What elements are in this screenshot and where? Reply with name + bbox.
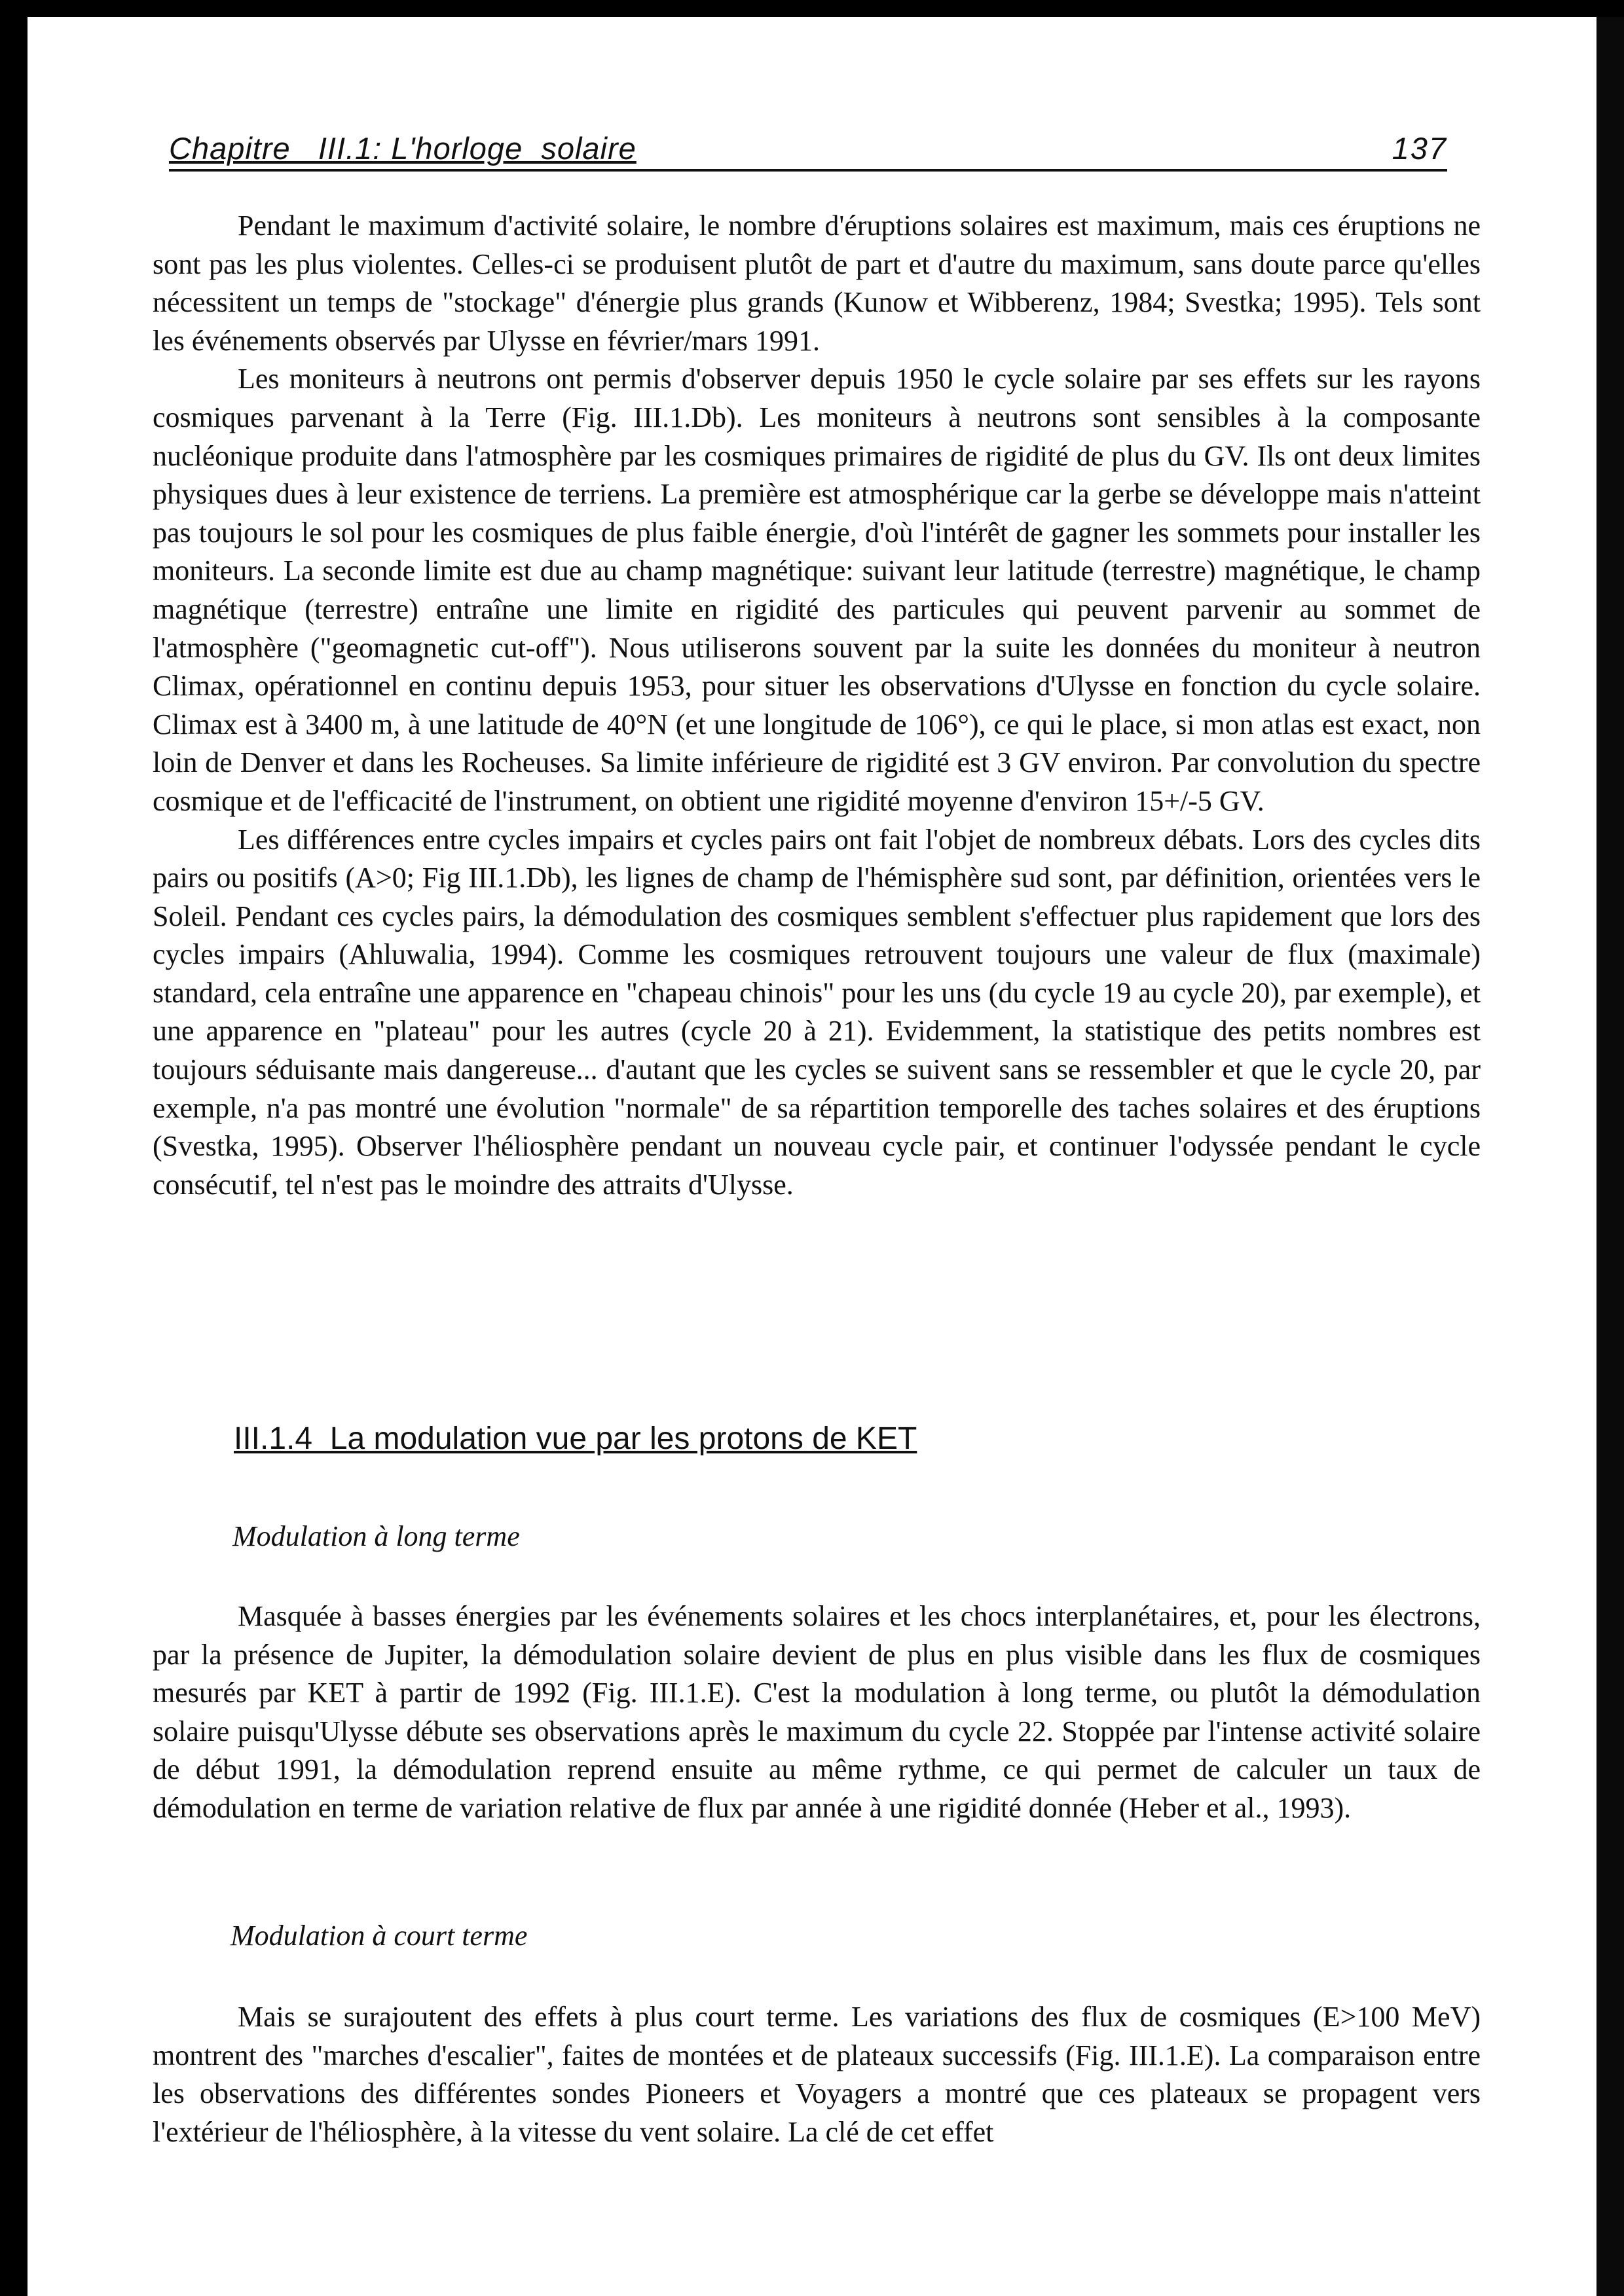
running-header <box>169 128 1447 172</box>
page-edge-shadow <box>1596 17 1624 2296</box>
body-text <box>153 207 1481 1204</box>
paragraph-odd-even-cycles: Les différences entre cycles impairs et cycles pairs ont fait l'objet de nombreux débats. Lors des cycles dits pairs ou positifs (A>0; Fig III.1.Db), les lignes de champ de l'hémisphère sud sont, par définition, orientées vers le Soleil. Pendant ces cycles pairs, la démodulation des cosmiques semblent s'effectuer plus rapidement que lors des cycles impairs (Ahluwalia, 1994). Comme les cosmiques retrouvent toujours une valeur de flux (maximale) standard, cela entraîne une apparence en "chapeau chinois" pour les uns (du cycle 19 au cycle 20), par exemple), et une apparence en "plateau" pour les autres (cycle 20 à 21). Evidemment, la statistique des petits nombres est toujours séduisante mais dangereuse... d'autant que les cycles se suivent sans se ressembler et que le cycle 20, par exemple, n'a pas montré une évolution "normale" de sa répartition temporelle des taches solaires et des éruptions (Svestka, 1995). Observer l'héliosphère pendant un nouveau cycle pair, et continuer l'odyssée pendant le cycle consécutif, tel n'est pas le moindre des attraits d'Ulysse. <box>153 823 1481 1201</box>
chapter-title: Chapitre III.1: L'horloge solaire <box>169 131 637 166</box>
page-number: 137 <box>1392 131 1447 166</box>
paragraph-solar-eruptions: Pendant le maximum d'activité solaire, le nombre d'éruptions solaires est maximum, mais ces éruptions ne sont pas les plus violentes. Celles-ci se produisent plutôt de part et d'autre du maximum, sans doute parce qu'elles nécessitent un temps de "stockage" d'énergie plus grands (Kunow et Wibberenz, 1984; Svestka; 1995). Tels sont les événements observés par Ulysse en février/mars 1991. <box>153 210 1481 357</box>
paragraph-long-term: Masquée à basses énergies par les événements solaires et les chocs interplanétaires, et, pour les électrons, par la présence de Jupiter, la démodulation solaire devient de plus en plus visible dans les flux de cosmiques mesurés par KET à partir de 1992 (Fig. III.1.E). C'est la modulation à long terme, ou plutôt la démodulation solaire puisqu'Ulysse débute ses observations après le maximum du cycle 22. Stoppée par l'intense activité solaire de début 1991, la démodulation reprend ensuite au même rythme, ce qui permet de calculer un taux de démodulation en terme de variation relative de flux par année à une rigidité donnée (Heber et al., 1993). <box>153 1600 1481 1824</box>
short-term-block <box>153 1998 1481 2151</box>
long-term-block <box>153 1597 1481 1828</box>
section-heading: III.1.4 La modulation vue par les protons de KET <box>234 1421 917 1456</box>
paragraph-neutron-monitors: Les moniteurs à neutrons ont permis d'observer depuis 1950 le cycle solaire par ses effets sur les rayons cosmiques parvenant à la Terre (Fig. III.1.Db). Les moniteurs à neutrons sont sensibles à la composante nucléonique produite dans l'atmosphère par les cosmiques primaires de rigidité de plus du GV. Ils ont deux limites physiques dues à leur existence de terriens. La première est atmosphérique car la gerbe se développe mais n'atteint pas toujours le sol pour les cosmiques de plus faible énergie, d'où l'intérêt de gagner les sommets pour installer les moniteurs. La seconde limite est due au champ magnétique: suivant leur latitude (terrestre) magnétique, le champ magnétique (terrestre) entraîne une limite en rigidité des particules qui peuvent parvenir au sommet de l'atmosphère ("geomagnetic cut-off"). Nous utiliserons souvent par la suite les données du moniteur à neutron Climax, opérationnel en continu depuis 1953, pour situer les observations d'Ulysse en fonction du cycle solaire. Climax est à 3400 m, à une latitude de 40°N (et une longitude de 106°), ce qui le place, si mon atlas est exact, non loin de Denver et dans les Rocheuses. Sa limite inférieure de rigidité est 3 GV environ. Par convolution du spectre cosmique et de l'efficacité de l'instrument, on obtient une rigidité moyenne d'environ 15+/-5 GV. <box>153 363 1481 817</box>
paragraph-short-term: Mais se surajoutent des effets à plus court terme. Les variations des flux de cosmiques (E>100 MeV) montrent des "marches d'escalier", faites de montées et de plateaux successifs (Fig. III.1.E). La comparaison entre les observations des différentes sondes Pioneers et Voyagers a montré que ces plateaux se propagent vers l'extérieur de l'héliosphère, à la vitesse du vent solaire. La clé de cet effet <box>153 2001 1481 2148</box>
subheading-long-term: Modulation à long terme <box>232 1520 520 1552</box>
subheading-short-term: Modulation à court terme <box>231 1920 528 1952</box>
